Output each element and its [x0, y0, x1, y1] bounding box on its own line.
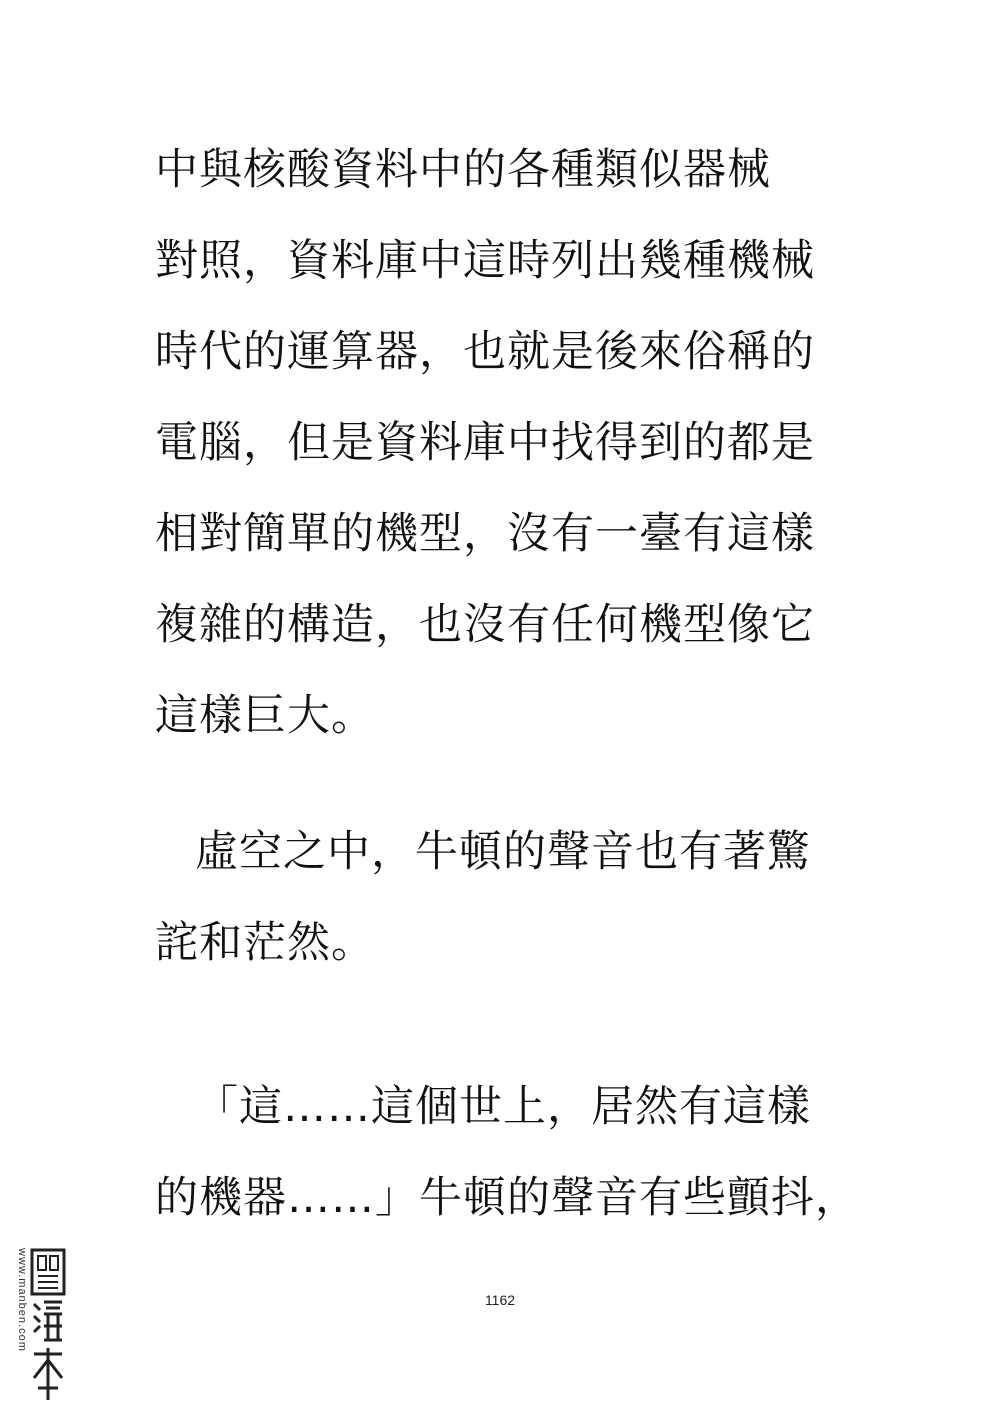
text-line: 相對簡單的機型，沒有一臺有這樣 — [155, 509, 815, 559]
page-number: 1162 — [484, 1292, 516, 1308]
text-line: 電腦，但是資料庫中找得到的都是 — [155, 418, 815, 468]
text-line: 對照，資料庫中這時列出幾種機械 — [155, 236, 815, 286]
watermark-url: www.manben.com — [16, 1248, 28, 1352]
paragraph-3 — [155, 1062, 859, 1244]
text-line: 「這……這個世上，居然有這樣 — [195, 1082, 811, 1132]
text-line: 時代的運算器，也就是後來俗稱的 — [155, 327, 815, 377]
watermark-logo-icon — [30, 1248, 66, 1406]
paragraph-2 — [155, 807, 855, 989]
paragraph-1 — [155, 125, 855, 762]
text-line: 詫和茫然。 — [155, 918, 375, 968]
text-line: 虛空之中，牛頓的聲音也有著驚 — [195, 827, 811, 877]
text-line: 中與核酸資料中的各種類似器械 — [155, 145, 771, 195]
watermark — [8, 1248, 68, 1408]
text-line: 複雜的構造，也沒有任何機型像它 — [155, 600, 815, 650]
text-line: 的機器……」牛頓的聲音有些顫抖， — [155, 1173, 859, 1223]
text-line: 這樣巨大。 — [155, 691, 375, 741]
